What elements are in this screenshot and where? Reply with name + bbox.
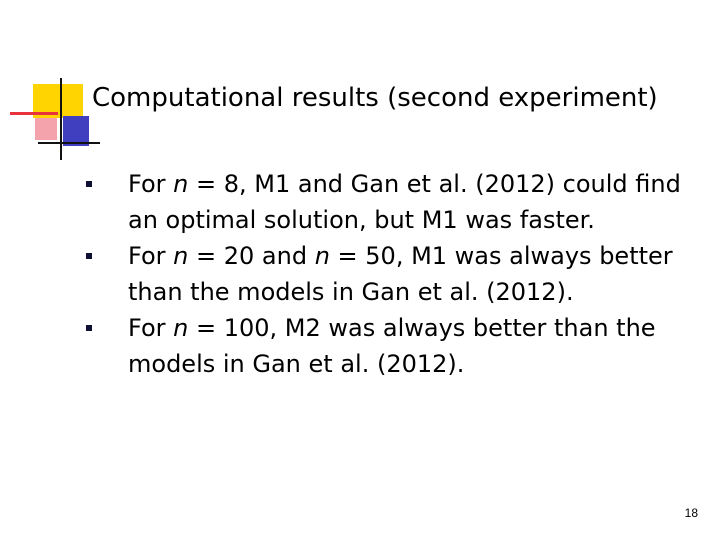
logo-red-line [10,112,58,115]
bullet-text-segment: For [128,314,174,342]
bullet-text-segment: For [128,170,174,198]
square-bullet-icon [86,253,92,259]
bullet-text-segment-italic: n [314,242,330,270]
bullet-text-segment-italic: n [173,170,189,198]
bullet-text-segment-italic: n [173,314,189,342]
square-bullet-icon [86,181,92,187]
logo-vertical-line [60,78,62,160]
logo-pink-square [35,118,57,140]
logo-horizontal-line [38,142,100,144]
bullet-text-segment-italic: n [173,242,189,270]
square-bullet-icon [86,325,92,331]
page-number: 18 [684,506,698,520]
bullet-text-segment: = 100, M2 was always better than the models in Gan et al. (2012). [128,314,656,378]
bullet-text-segment: = 50, M1 was always better than the models in Gan et al. (2012). [128,242,673,306]
bullet-text-segment: For [128,242,174,270]
bullet-item [86,166,686,238]
bullet-text-segment: = 8, M1 and Gan et al. (2012) could find an optimal solution, but M1 was faster. [128,170,681,234]
bullet-item [86,310,686,382]
bullet-item [86,238,686,310]
bullet-text-segment: = 20 and [188,242,315,270]
slide-title: Computational results (second experiment) [92,83,658,113]
bullet-list [86,166,686,382]
